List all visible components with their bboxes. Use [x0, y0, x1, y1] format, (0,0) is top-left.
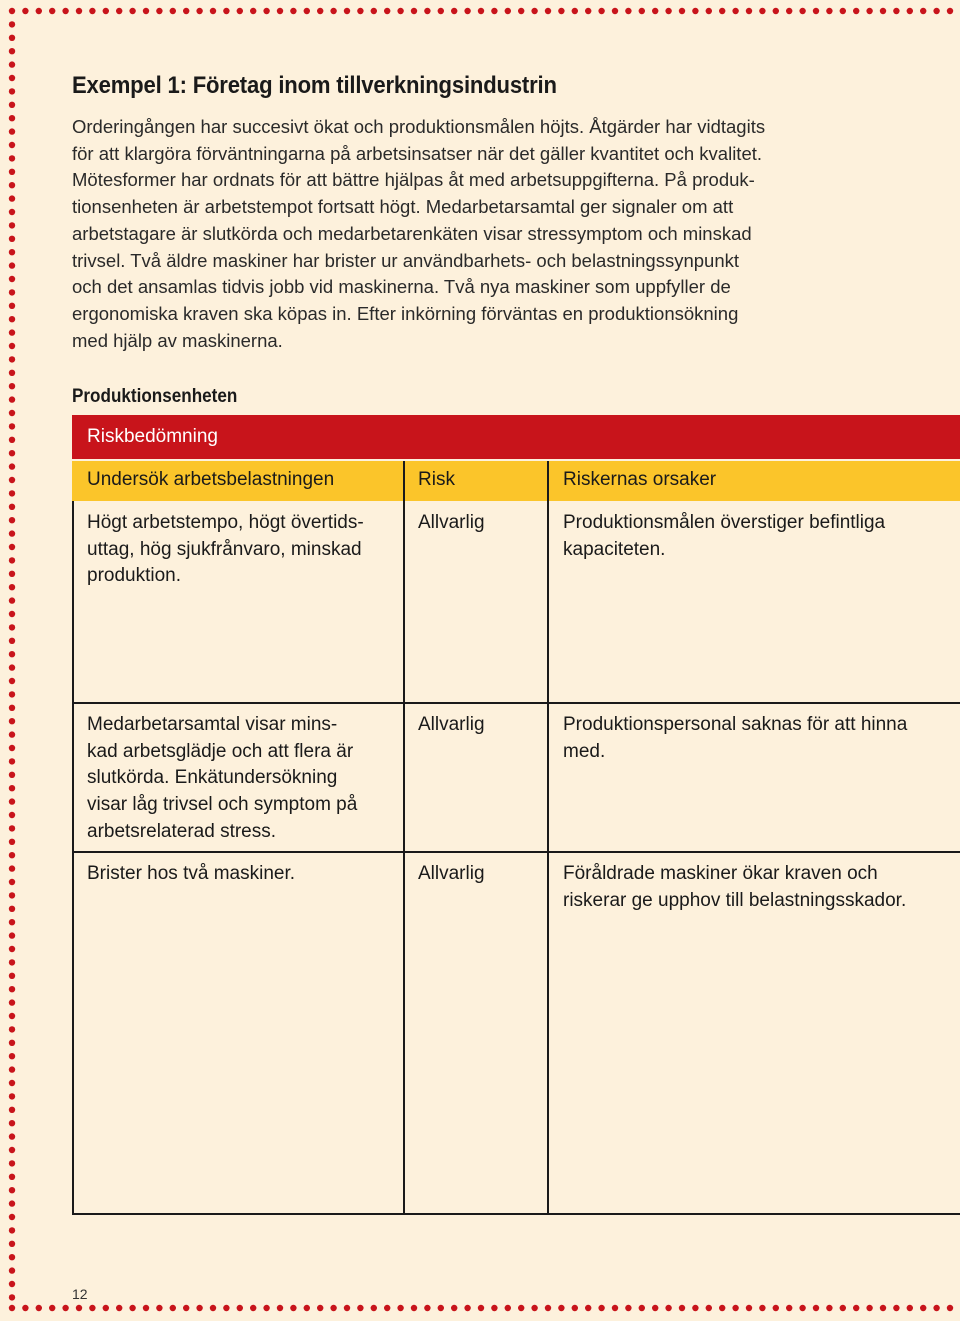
row-divider [72, 702, 960, 704]
border-dot [9, 1080, 15, 1086]
border-dot [9, 611, 15, 617]
border-dot [397, 1305, 403, 1311]
border-dot [9, 222, 15, 228]
border-dot [840, 1305, 846, 1311]
border-dot [9, 142, 15, 148]
border-dot [572, 8, 578, 14]
intro-line: trivsel. Två äldre maskiner har brister ur användbarhets- och belastningssynpunkt [72, 249, 740, 271]
border-dot [9, 785, 15, 791]
border-dot [9, 1241, 15, 1247]
border-dot [612, 8, 618, 14]
border-dot [813, 1305, 819, 1311]
border-dot [371, 8, 377, 14]
border-dot [9, 356, 15, 362]
border-dot [9, 128, 15, 134]
cell-line: med. [563, 740, 606, 762]
border-dot [263, 1305, 269, 1311]
border-dot [9, 35, 15, 41]
border-dot [103, 8, 109, 14]
border-dot [9, 705, 15, 711]
border-dot [9, 249, 15, 255]
border-dot [585, 1305, 591, 1311]
section-label: Produktionsenheten [72, 386, 238, 407]
border-dot [773, 1305, 779, 1311]
intro-line: arbetstagare är slutkörda och medarbetarenkäten visar stressymptom och minskad [72, 222, 752, 244]
border-dot [237, 8, 243, 14]
row2-risk-cell: Allvarlig [418, 714, 485, 735]
border-dot [424, 8, 430, 14]
border-dot [692, 8, 698, 14]
border-dot [9, 88, 15, 94]
border-dot [9, 504, 15, 510]
border-dot [9, 906, 15, 912]
border-dot [183, 8, 189, 14]
border-dot [9, 1227, 15, 1233]
border-dot [156, 1305, 162, 1311]
border-dot [196, 1305, 202, 1311]
border-dot [143, 8, 149, 14]
border-dot [665, 1305, 671, 1311]
border-dot [9, 303, 15, 309]
border-dot [49, 1305, 55, 1311]
border-dot [639, 8, 645, 14]
border-dot [9, 879, 15, 885]
border-dot [531, 8, 537, 14]
border-dot [9, 718, 15, 724]
page-number: 12 [72, 1286, 88, 1302]
border-dot [9, 584, 15, 590]
border-dot [826, 1305, 832, 1311]
border-dot [920, 1305, 926, 1311]
border-dot [9, 1053, 15, 1059]
border-dot [9, 731, 15, 737]
cell-line: kad arbetsglädje och att flera är [87, 740, 354, 762]
border-dot [9, 21, 15, 27]
border-dot [62, 1305, 68, 1311]
cell-line: uttag, hög sjukfrånvaro, minskad [87, 538, 362, 560]
cell-line: Medarbetarsamtal visar mins- [87, 714, 338, 735]
border-dot [9, 973, 15, 979]
border-dot [424, 1305, 430, 1311]
border-dot [438, 1305, 444, 1311]
border-dot [692, 1305, 698, 1311]
border-dot [732, 8, 738, 14]
border-dot [263, 8, 269, 14]
border-dot [9, 892, 15, 898]
border-dot [9, 1267, 15, 1273]
border-dot [572, 1305, 578, 1311]
border-dot [893, 1305, 899, 1311]
border-dot [9, 1174, 15, 1180]
border-dot [9, 1066, 15, 1072]
border-dot [9, 329, 15, 335]
border-dot [357, 1305, 363, 1311]
border-dot [116, 1305, 122, 1311]
border-dot [277, 1305, 283, 1311]
border-dot [9, 825, 15, 831]
border-dot [89, 1305, 95, 1311]
border-dot [76, 8, 82, 14]
border-dot [799, 8, 805, 14]
border-dot [920, 8, 926, 14]
border-dot [9, 986, 15, 992]
border-dot [558, 1305, 564, 1311]
cell-line: slutkörda. Enkätundersökning [87, 767, 338, 789]
border-dot [9, 798, 15, 804]
header-risk: Risk [418, 469, 455, 490]
border-dot [451, 8, 457, 14]
border-dot [826, 8, 832, 14]
border-dot [116, 8, 122, 14]
risk-table-body [72, 501, 960, 1215]
border-dot [237, 1305, 243, 1311]
cell-line: Föråldrade maskiner ökar kraven och [563, 863, 878, 884]
border-dot [9, 61, 15, 67]
border-dot [9, 932, 15, 938]
border-dot [893, 8, 899, 14]
column-divider [547, 501, 549, 1215]
intro-line: för att klargöra förväntningarna på arbetsinsatser när det gäller kvantitet och kvalitet. [72, 142, 763, 164]
border-dot [625, 8, 631, 14]
border-dot [719, 8, 725, 14]
border-dot [478, 8, 484, 14]
border-dot [9, 1026, 15, 1032]
border-dot [384, 8, 390, 14]
border-dot [250, 8, 256, 14]
border-dot [9, 664, 15, 670]
border-dot [491, 1305, 497, 1311]
border-dot [652, 8, 658, 14]
column-divider [403, 501, 405, 1215]
border-dot [746, 1305, 752, 1311]
border-dot [9, 48, 15, 54]
intro-line: ergonomiska kraven ska köpas in. Efter inkörning förväntas en produktionsökning [72, 302, 739, 324]
border-dot [840, 8, 846, 14]
intro-line: Mötesformer har ordnats för att bättre hjälpas åt med arbetsuppgifterna. På produk- [72, 169, 755, 191]
border-dot [411, 8, 417, 14]
intro-paragraph [72, 114, 852, 354]
border-dot [210, 1305, 216, 1311]
border-dot [9, 571, 15, 577]
border-dot [9, 772, 15, 778]
border-dot [907, 8, 913, 14]
border-dot [170, 8, 176, 14]
intro-line: och det ansamlas tidvis jobb vid maskinerna. Två nya maskiner som uppfyller de [72, 276, 731, 298]
border-dot [438, 8, 444, 14]
cell-line: riskerar ge upphov till belastningsskador. [563, 889, 907, 911]
border-dot [344, 8, 350, 14]
row3-risk-cell: Allvarlig [418, 863, 485, 884]
border-dot [9, 75, 15, 81]
border-dot [76, 1305, 82, 1311]
border-dot [9, 383, 15, 389]
border-dot [9, 557, 15, 563]
border-dot [290, 8, 296, 14]
border-dot [9, 236, 15, 242]
border-dot [9, 437, 15, 443]
border-dot [9, 544, 15, 550]
border-dot [558, 8, 564, 14]
table-header-row [72, 461, 960, 501]
border-dot [759, 1305, 765, 1311]
border-dot [9, 1147, 15, 1153]
border-dot [9, 276, 15, 282]
border-dot [799, 1305, 805, 1311]
border-dot [9, 1013, 15, 1019]
border-dot [853, 1305, 859, 1311]
border-dot [464, 1305, 470, 1311]
border-dot [304, 8, 310, 14]
border-dot [880, 8, 886, 14]
border-dot [732, 1305, 738, 1311]
header-divider [403, 461, 405, 501]
row1-causes-cell [563, 510, 885, 563]
border-dot [384, 1305, 390, 1311]
row1-risk-cell: Allvarlig [418, 512, 485, 533]
border-dot [679, 8, 685, 14]
border-dot [759, 8, 765, 14]
cell-line: produktion. [87, 565, 182, 587]
header-causes: Riskernas orsaker [563, 469, 717, 490]
border-dot [719, 1305, 725, 1311]
border-dot [36, 8, 42, 14]
border-dot [9, 812, 15, 818]
border-dot [545, 1305, 551, 1311]
border-dot [491, 8, 497, 14]
border-dot [9, 169, 15, 175]
border-dot [625, 1305, 631, 1311]
border-dot [9, 638, 15, 644]
border-dot [9, 1305, 15, 1311]
border-dot [505, 1305, 511, 1311]
border-dot [9, 195, 15, 201]
border-dot [585, 8, 591, 14]
border-dot [866, 8, 872, 14]
border-dot [9, 865, 15, 871]
border-dot [9, 1187, 15, 1193]
border-dot [9, 155, 15, 161]
border-dot [531, 1305, 537, 1311]
intro-line: med hjälp av maskinerna. [72, 329, 283, 351]
border-dot [9, 959, 15, 965]
border-dot [746, 8, 752, 14]
border-dot [411, 1305, 417, 1311]
border-dot [9, 517, 15, 523]
border-dot [706, 8, 712, 14]
border-dot [9, 410, 15, 416]
border-dot [813, 8, 819, 14]
border-dot [129, 1305, 135, 1311]
border-dot [183, 1305, 189, 1311]
border-dot [786, 1305, 792, 1311]
border-dot [612, 1305, 618, 1311]
border-dot [773, 8, 779, 14]
border-dot [866, 1305, 872, 1311]
border-dot [9, 115, 15, 121]
border-dot [9, 477, 15, 483]
border-dot [947, 8, 953, 14]
border-dot [9, 396, 15, 402]
border-dot [9, 691, 15, 697]
border-dot [9, 1281, 15, 1287]
border-dot [223, 1305, 229, 1311]
border-dot [371, 1305, 377, 1311]
header-divider [547, 461, 549, 501]
border-dot [9, 1040, 15, 1046]
border-dot [933, 8, 939, 14]
border-dot [9, 343, 15, 349]
border-dot [344, 1305, 350, 1311]
border-dot [210, 8, 216, 14]
border-dot [9, 1093, 15, 1099]
border-dot [304, 1305, 310, 1311]
border-dot [9, 1160, 15, 1166]
border-dot [598, 1305, 604, 1311]
border-dot [9, 946, 15, 952]
border-dot [170, 1305, 176, 1311]
border-dot [89, 8, 95, 14]
border-dot [9, 745, 15, 751]
border-dot [853, 8, 859, 14]
border-dot [9, 490, 15, 496]
border-dot [9, 1133, 15, 1139]
border-dot [330, 8, 336, 14]
border-dot [9, 8, 15, 14]
border-dot [639, 1305, 645, 1311]
border-dot [357, 8, 363, 14]
border-dot [545, 8, 551, 14]
row2-investigate-cell [87, 712, 357, 846]
page-title: Exempel 1: Företag inom tillverkningsindustrin [72, 72, 557, 99]
border-dot [22, 1305, 28, 1311]
border-dot [196, 8, 202, 14]
border-dot [9, 316, 15, 322]
border-dot [9, 678, 15, 684]
border-dot [9, 839, 15, 845]
border-dot [9, 450, 15, 456]
border-dot [679, 1305, 685, 1311]
risk-assessment-banner [72, 415, 960, 459]
border-dot [9, 423, 15, 429]
border-dot [290, 1305, 296, 1311]
border-dot [9, 289, 15, 295]
border-dot [933, 1305, 939, 1311]
border-dot [652, 1305, 658, 1311]
border-dot [9, 530, 15, 536]
row-divider [72, 851, 960, 853]
border-dot [9, 624, 15, 630]
cell-line: arbetsrelaterad stress. [87, 820, 277, 842]
border-dot [9, 1120, 15, 1126]
row3-investigate-cell [87, 861, 295, 888]
border-dot [598, 8, 604, 14]
cell-line: visar låg trivsel och symptom på [87, 794, 358, 816]
border-dot [9, 209, 15, 215]
header-investigate: Undersök arbetsbelastningen [87, 469, 335, 490]
border-dot [9, 1254, 15, 1260]
border-dot [129, 8, 135, 14]
border-dot [9, 262, 15, 268]
border-dot [518, 8, 524, 14]
banner-label: Riskbedömning [87, 426, 218, 447]
border-dot [9, 463, 15, 469]
row1-investigate-cell [87, 510, 364, 590]
border-dot [9, 758, 15, 764]
border-dot [907, 1305, 913, 1311]
row2-causes-cell [563, 712, 907, 765]
border-dot [9, 370, 15, 376]
border-dot [9, 102, 15, 108]
border-dot [397, 8, 403, 14]
border-dot [49, 8, 55, 14]
border-dot [22, 8, 28, 14]
row3-causes-cell [563, 861, 906, 914]
border-dot [665, 8, 671, 14]
cell-line: Brister hos två maskiner. [87, 863, 296, 884]
border-dot [464, 8, 470, 14]
cell-line: Produktionsmålen överstiger befintliga [563, 512, 886, 533]
border-dot [143, 1305, 149, 1311]
border-dot [9, 852, 15, 858]
border-dot [451, 1305, 457, 1311]
border-dot [223, 8, 229, 14]
border-dot [706, 1305, 712, 1311]
border-dot [9, 1214, 15, 1220]
border-dot [9, 919, 15, 925]
border-dot [317, 1305, 323, 1311]
border-dot [9, 651, 15, 657]
border-dot [62, 8, 68, 14]
border-dot [9, 999, 15, 1005]
border-dot [317, 8, 323, 14]
intro-line: tionsenheten är arbetstempot fortsatt högt. Medarbetarsamtal ger signaler om att [72, 196, 734, 218]
border-dot [9, 182, 15, 188]
border-dot [947, 1305, 953, 1311]
border-dot [478, 1305, 484, 1311]
border-dot [9, 1200, 15, 1206]
border-dot [9, 1294, 15, 1300]
border-dot [9, 1107, 15, 1113]
intro-line: Orderingången har succesivt ökat och produktionsmålen höjts. Åtgärder har vidtagits [72, 116, 766, 137]
cell-line: kapaciteten. [563, 538, 666, 560]
border-dot [518, 1305, 524, 1311]
border-dot [277, 8, 283, 14]
border-dot [156, 8, 162, 14]
border-dot [330, 1305, 336, 1311]
border-dot [505, 8, 511, 14]
border-dot [880, 1305, 886, 1311]
border-dot [36, 1305, 42, 1311]
border-dot [786, 8, 792, 14]
border-dot [250, 1305, 256, 1311]
cell-line: Högt arbetstempo, högt övertids- [87, 512, 364, 533]
border-dot [9, 597, 15, 603]
cell-line: Produktionspersonal saknas för att hinna [563, 714, 908, 735]
border-dot [103, 1305, 109, 1311]
